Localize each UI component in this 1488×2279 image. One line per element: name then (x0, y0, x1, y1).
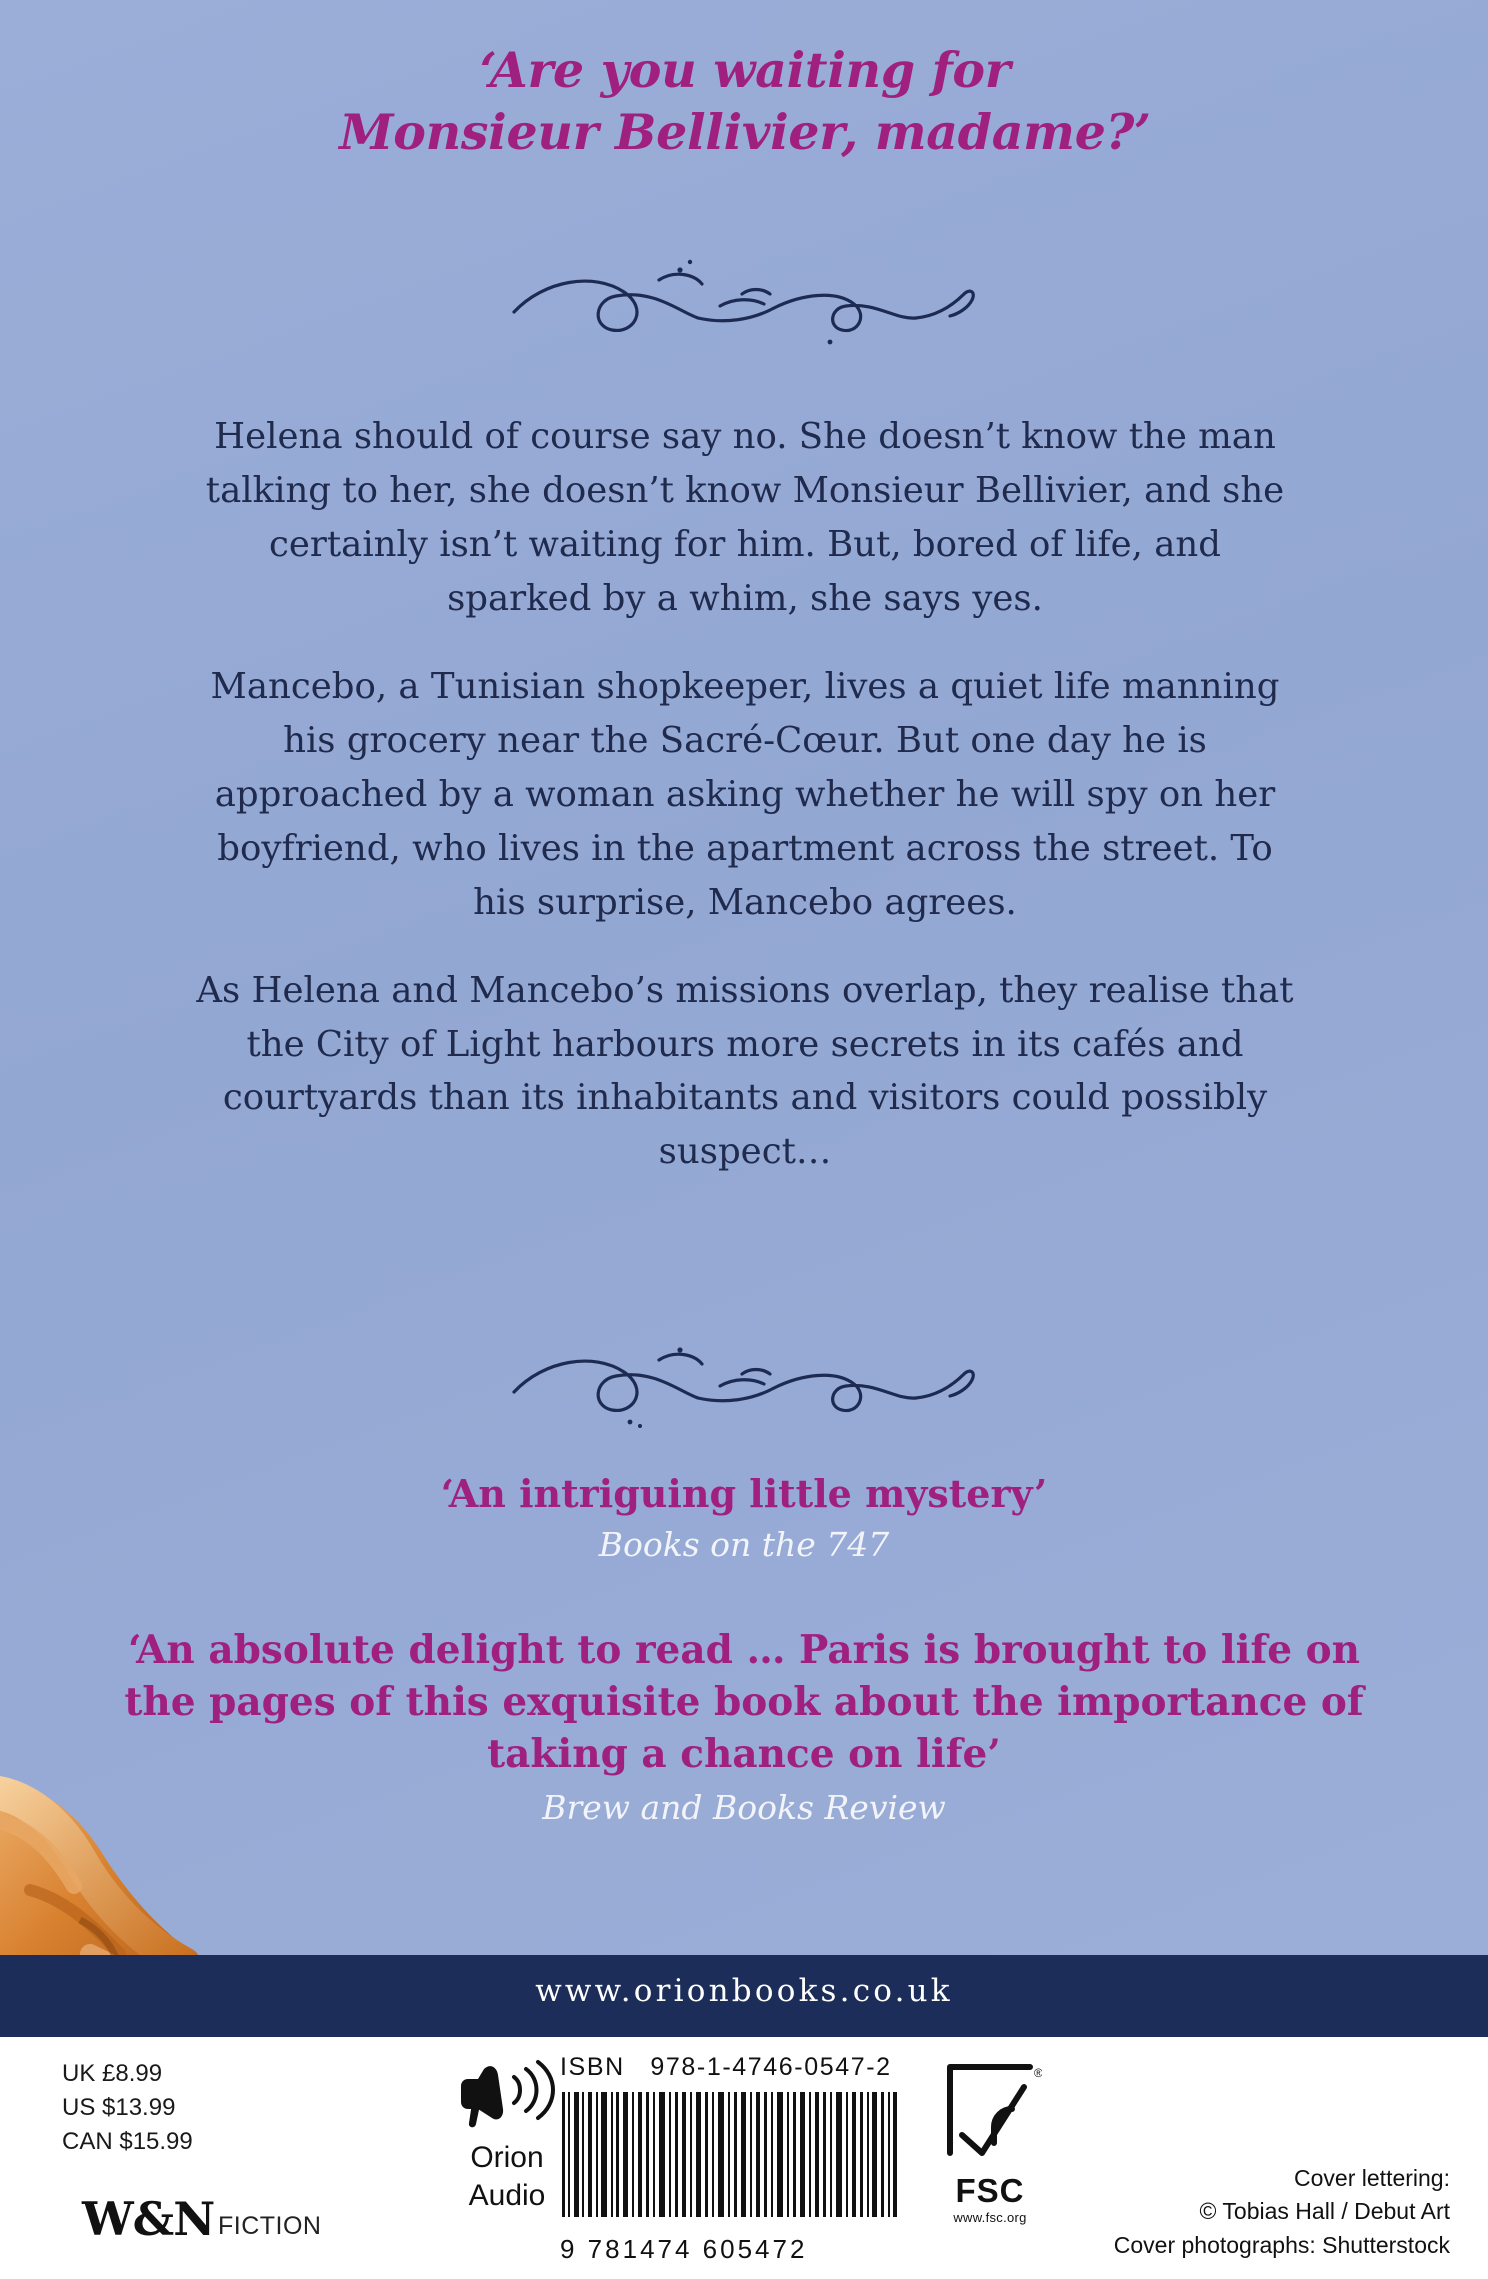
category-label: FICTION (218, 2212, 322, 2240)
blurb-text (195, 410, 1295, 1179)
headline-line-2: Monsieur Bellivier, madame?’ (339, 102, 1151, 161)
price-block (62, 2057, 193, 2159)
review-quote-1-source: Books on the 747 (598, 1524, 890, 1564)
ornament-flourish-top (0, 250, 1488, 355)
orion-audio-line-1: Orion (470, 2141, 544, 2174)
speaker-icon (448, 2118, 566, 2135)
cover-footer (0, 2037, 1488, 2279)
credit-line-2: © Tobias Hall / Debut Art (1199, 2198, 1450, 2225)
ornament-flourish-bottom (0, 1330, 1488, 1435)
isbn-block (560, 2053, 920, 2265)
isbn-line (560, 2053, 920, 2082)
credit-line-1: Cover lettering: (1294, 2165, 1450, 2191)
price-uk: UK £8.99 (62, 2060, 163, 2087)
isbn-value: 978-1-4746-0547-2 (650, 2053, 892, 2081)
cover-credits (1114, 2162, 1450, 2262)
orion-audio-line-2: Audio (468, 2178, 546, 2212)
publisher-logo: W&N (82, 2192, 215, 2246)
publisher-website-band (0, 1955, 1488, 2037)
review-quote-1-text: ‘An intriguing little mystery’ (440, 1471, 1048, 1516)
fsc-logo (930, 2057, 1050, 2225)
headline-line-1: ‘Are you waiting for (479, 41, 1011, 99)
barcode (560, 2092, 900, 2232)
isbn-label: ISBN (560, 2053, 625, 2081)
blurb-paragraph-2: Mancebo, a Tunisian shopkeeper, lives a quiet life manning his grocery near the Sacré-Cœur. But one day he is approached by a woman asking whether he will spy on her boyfriend, who lives in the apartment across the street. To his surprise, Mancebo agrees. (210, 665, 1280, 923)
tree-checkmark-icon (938, 2066, 1042, 2173)
price-can: CAN $15.99 (62, 2128, 193, 2156)
cover-headline (150, 40, 1340, 163)
publisher-website[interactable]: www.orionbooks.co.uk (535, 1973, 953, 2009)
credit-line-3: Cover photographs: Shutterstock (1113, 2231, 1450, 2258)
review-quote-2-source: Brew and Books Review (542, 1787, 946, 1827)
price-us: US $13.99 (62, 2094, 176, 2122)
fsc-url: www.fsc.org (953, 2210, 1027, 2225)
fsc-name: FSC (955, 2172, 1025, 2209)
blurb-paragraph-3: As Helena and Mancebo’s missions overlap, they realise that the City of Light harbours more secrets in its cafés and courtyards than its inhabitants and visitors could possibly suspect… (196, 969, 1294, 1173)
barcode-digits: 9 781474 605472 (560, 2234, 808, 2264)
review-quote-1 (100, 1470, 1388, 1564)
review-quote-2-text: ‘An absolute delight to read … Paris is brought to life on the pages of this exquisite book about the importance of taking a chance on life’ (124, 1627, 1364, 1777)
svg-text:®: ® (1034, 2066, 1042, 2080)
blurb-paragraph-1: Helena should of course say no. She doesn’t know the man talking to her, she doesn’t know Monsieur Bellivier, and she certainly isn’t waiting for him. But, bored of life, and sparked by a whim, she says yes. (205, 416, 1285, 619)
